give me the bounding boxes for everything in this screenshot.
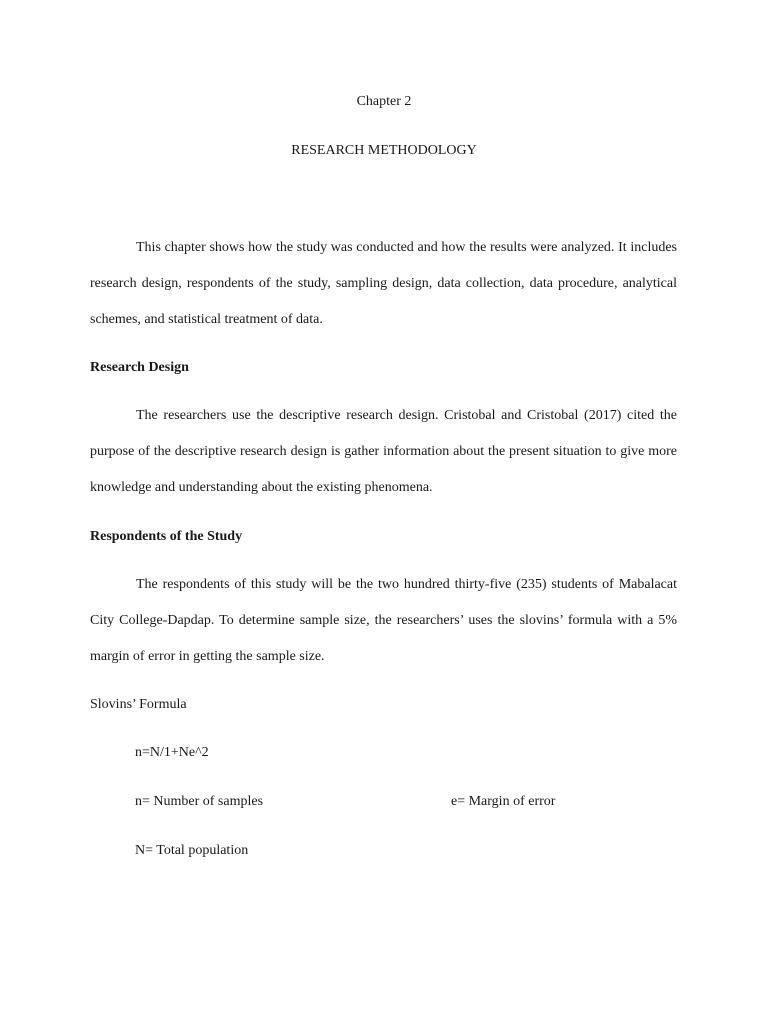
chapter-title: RESEARCH METHODOLOGY bbox=[291, 143, 477, 158]
slovins-formula: n=N/1+Ne^2 bbox=[135, 745, 209, 760]
intro-paragraph: This chapter shows how the study was conducted and how the results were analyzed. It includes research design, respondents of the study, sampling design, data collection, data procedure, analytical schemes, and statistical treatment of data. bbox=[90, 240, 677, 327]
definition-sample-count: n= Number of samples bbox=[135, 794, 264, 809]
definition-margin-of-error: e= Margin of error bbox=[451, 794, 556, 809]
research-design-paragraph: The researchers use the descriptive research design. Cristobal and Cristobal (2017) cited the purpose of the descriptive research design is gather information about the present situation to give more knowledge and understanding about the existing phenomena. bbox=[90, 408, 677, 495]
definition-total-population: N= Total population bbox=[135, 843, 249, 858]
section-heading-respondents: Respondents of the Study bbox=[90, 529, 243, 544]
section-heading-research-design: Research Design bbox=[90, 360, 189, 375]
respondents-paragraph: The respondents of this study will be the two hundred thirty-five (235) students of Mabalacat City College-Dapdap. To determine sample size, the researchers’ uses the slovins’ formula with a 5% margin of error in getting the sample size. bbox=[90, 577, 677, 664]
chapter-label: Chapter 2 bbox=[356, 94, 412, 109]
formula-label: Slovins’ Formula bbox=[90, 697, 187, 712]
